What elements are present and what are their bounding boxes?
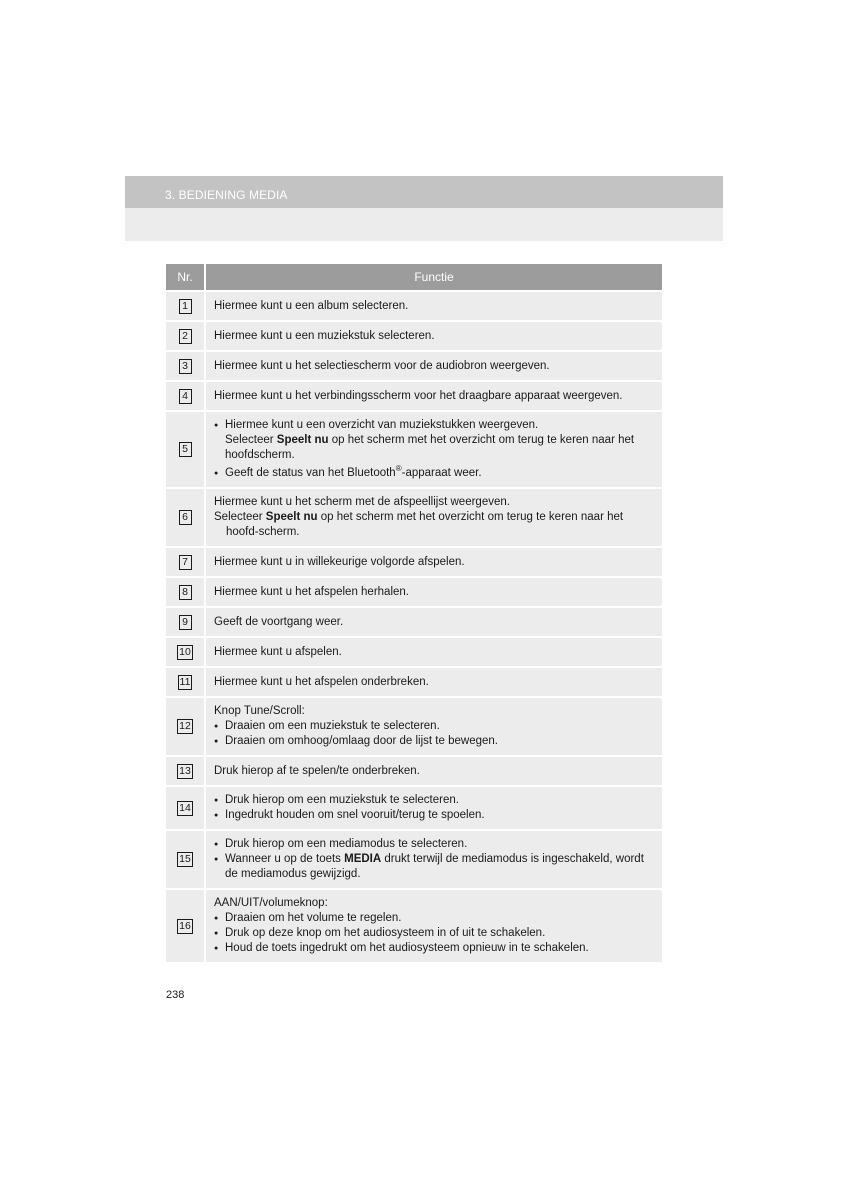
- row-number: 11: [179, 675, 191, 688]
- bullet-item: ● Geeft de status van het Bluetooth®-apparaat weer.: [214, 466, 654, 481]
- column-header-function: Functie: [205, 264, 662, 291]
- bullet-item: ● Hiermee kunt u een overzicht van muziekstukken weergeven. Selecteer Speelt nu op het scherm met het overzicht om terug te keren naar het hoofdscherm.: [214, 418, 654, 463]
- bullet-item: ● Ingedrukt houden om snel vooruit/terug te spoelen.: [214, 808, 654, 823]
- row-number: 8: [179, 585, 192, 600]
- bullet-item: ● Draaien om omhoog/omlaag door de lijst te bewegen.: [214, 734, 654, 749]
- bullet-item: ● Druk hierop om een mediamodus te selecteren.: [214, 837, 654, 852]
- row-function: Hiermee kunt u afspelen.: [205, 637, 662, 667]
- table-row: [166, 637, 662, 667]
- section-header: [125, 176, 723, 208]
- registered-mark: ®: [395, 464, 402, 474]
- section-title: 3. BEDIENING MEDIA: [165, 188, 288, 202]
- bullet-item: ● Houd de toets ingedrukt om het audiosysteem opnieuw in te schakelen.: [214, 941, 654, 956]
- row-function: Hiermee kunt u het selectiescherm voor de audiobron weergeven.: [205, 351, 662, 381]
- row-number: 5: [179, 442, 192, 457]
- row-function: Druk hierop af te spelen/te onderbreken.: [205, 756, 662, 786]
- row-function: Hiermee kunt u het afspelen herhalen.: [205, 577, 662, 607]
- row-function: Hiermee kunt u een muziekstuk selecteren.: [205, 321, 662, 351]
- table-row: [166, 889, 662, 962]
- row-number: 1: [179, 299, 192, 314]
- row-number: 15: [179, 853, 191, 865]
- row-number: 14: [179, 801, 191, 814]
- section-subheader: [125, 208, 723, 241]
- function-table: [166, 264, 662, 962]
- row-number: 3: [179, 359, 192, 374]
- table-row: [166, 786, 662, 830]
- table-header-row: [166, 264, 662, 291]
- row-number: 6: [179, 510, 192, 525]
- table-row: [166, 830, 662, 889]
- table-row: [166, 577, 662, 607]
- bullet-item: ● Draaien om het volume te regelen.: [214, 911, 654, 926]
- row-function: Hiermee kunt u het verbindingsscherm voor het draagbare apparaat weergeven.: [205, 381, 662, 411]
- table-row: [166, 411, 662, 488]
- row-function: Hiermee kunt u het scherm met de afspeellijst weergeven. Selecteer Speelt nu op het scherm met het overzicht om terug te keren naar het hoofd-scherm.: [205, 488, 662, 547]
- page-number: 238: [166, 989, 185, 1001]
- table-row: [166, 291, 662, 321]
- row-function: [205, 786, 662, 830]
- row-number: 10: [179, 645, 191, 658]
- table-row: [166, 547, 662, 577]
- table-row: [166, 351, 662, 381]
- table-row: [166, 667, 662, 697]
- bullet-item: ● Draaien om een muziekstuk te selecteren.: [214, 719, 654, 734]
- bullet-item: ● Wanneer u op de toets MEDIA drukt terwijl de mediamodus is ingeschakeld, wordt de mediamodus gewijzigd.: [214, 852, 654, 882]
- row-function: Hiermee kunt u een album selecteren.: [205, 291, 662, 321]
- row-number: 7: [179, 555, 192, 570]
- column-header-nr: Nr.: [166, 264, 205, 291]
- row-number: 12: [179, 720, 191, 732]
- row-number: 2: [179, 329, 192, 344]
- row-function: [205, 830, 662, 889]
- row-function: [205, 411, 662, 488]
- row-function: AAN/UIT/volumeknop: ● Draaien om het volume te regelen. ● Druk op deze knop om het audiosysteem in of uit te schakelen. ● Houd de toets ingedrukt om het audiosysteem opnieuw in te schakelen.: [205, 889, 662, 962]
- table-row: [166, 488, 662, 547]
- table-row: [166, 756, 662, 786]
- row-number: 4: [179, 389, 192, 404]
- row-number: 9: [179, 615, 192, 630]
- row-function: Geeft de voortgang weer.: [205, 607, 662, 637]
- table-row: [166, 381, 662, 411]
- bullet-item: ● Druk hierop om een muziekstuk te selecteren.: [214, 793, 654, 808]
- table-row: [166, 697, 662, 756]
- table-row: [166, 321, 662, 351]
- row-number: 16: [179, 919, 191, 932]
- bullet-item: ● Druk op deze knop om het audiosysteem in of uit te schakelen.: [214, 926, 654, 941]
- row-function: Knop Tune/Scroll: ● Draaien om een muziekstuk te selecteren. ● Draaien om omhoog/omlaag door de lijst te bewegen.: [205, 697, 662, 756]
- row-function: Hiermee kunt u in willekeurige volgorde afspelen.: [205, 547, 662, 577]
- row-function: Hiermee kunt u het afspelen onderbreken.: [205, 667, 662, 697]
- row-number: 13: [179, 764, 191, 777]
- table-row: [166, 607, 662, 637]
